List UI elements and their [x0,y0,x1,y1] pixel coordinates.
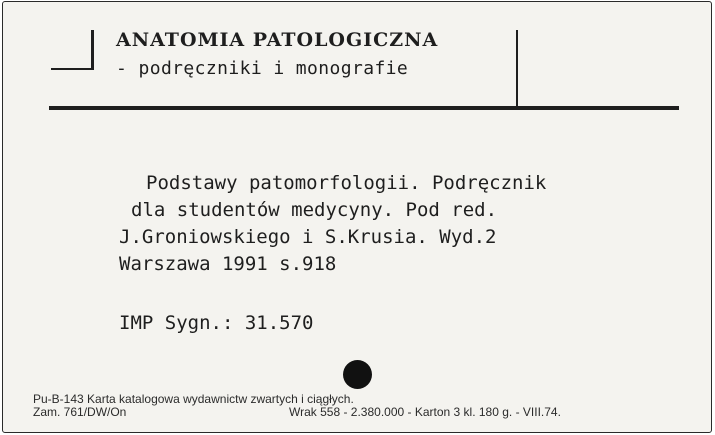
entry-line-imprint: Warszawa 1991 s.918 [119,253,337,275]
entry-line-audience: dla studentów medycyny. Pod red. [131,199,498,221]
subject-subheading: - podręczniki i monografie [116,58,409,79]
footer-line-order: Zam. 761/DW/On [33,405,127,419]
header-rule [49,106,679,110]
corner-mark-horizontal [51,68,94,70]
catalog-card [2,1,712,433]
header-divider-vertical [516,30,518,110]
entry-line-editors: J.Groniowskiego i S.Krusia. Wyd.2 [119,226,497,248]
call-number: IMP Sygn.: 31.570 [119,312,314,334]
subject-heading: ANATOMIA PATOLOGICZNA [116,29,439,51]
bibliographic-entry [119,170,546,278]
footer-line-form: Pu-B-143 Karta katalogowa wydawnictw zwartych i ciągłych. [33,392,354,406]
footer-line-print-info: Wrak 558 - 2.380.000 - Karton 3 kl. 180 g. - VIII.74. [289,405,561,419]
corner-mark-vertical [91,30,94,70]
entry-line-title: Podstawy patomorfologii. Podręcznik [146,172,547,194]
punch-hole [343,360,372,389]
